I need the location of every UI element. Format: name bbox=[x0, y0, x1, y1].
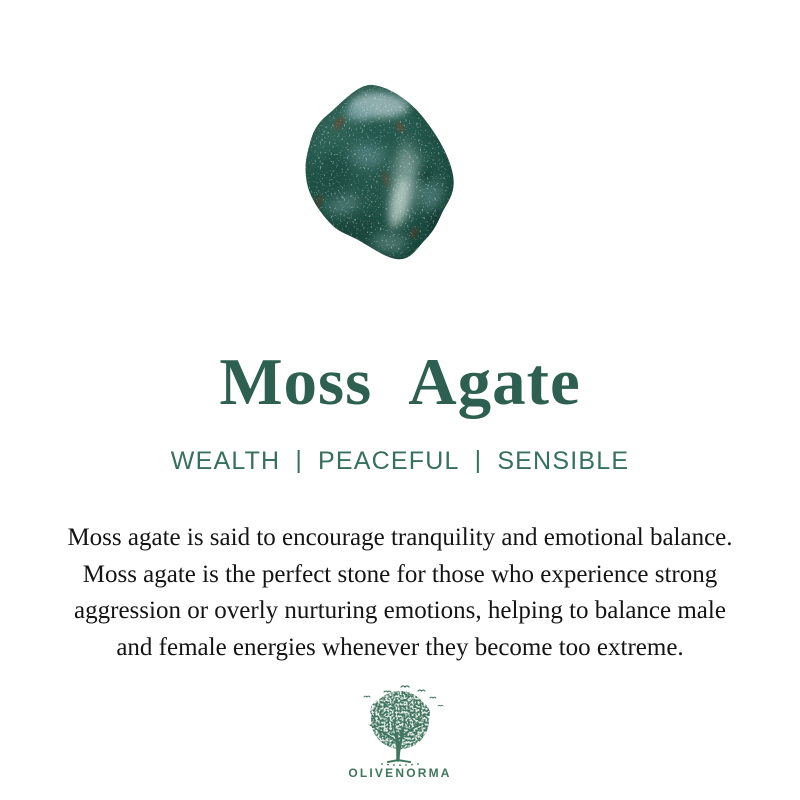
description-line: Moss agate is said to encourage tranquility and emotional balance. bbox=[67, 524, 733, 551]
brand-logo bbox=[352, 684, 448, 768]
trait-peaceful: PEACEFUL bbox=[318, 447, 460, 475]
tree-icon bbox=[352, 684, 448, 768]
trait-wealth: WEALTH bbox=[170, 447, 281, 475]
description-line: aggression or overly nurturing emotions, helping to balance male bbox=[74, 597, 726, 624]
page-title: Moss Agate bbox=[219, 345, 581, 419]
description bbox=[0, 520, 800, 666]
trait-sensible: SENSIBLE bbox=[497, 447, 630, 475]
description-line: Moss agate is the perfect stone for those who experience strong bbox=[82, 560, 718, 588]
trait-separator: | bbox=[295, 446, 304, 474]
trait-separator: | bbox=[474, 446, 483, 474]
description-line: and female energies whenever they become too extreme. bbox=[116, 633, 684, 661]
traits-row bbox=[0, 446, 800, 476]
moss-agate-stone-icon bbox=[302, 83, 458, 263]
brand-name: OLIVENORMA bbox=[348, 766, 452, 780]
stone-image bbox=[302, 83, 458, 263]
